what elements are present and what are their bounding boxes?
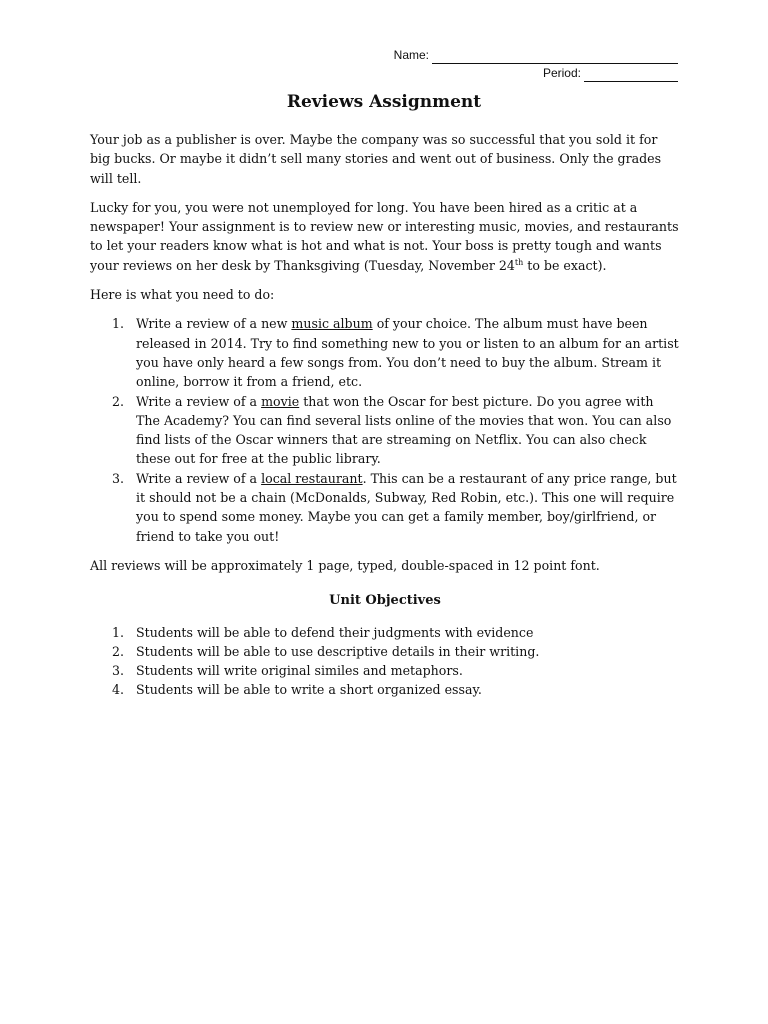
name-blank-line <box>432 50 678 64</box>
intro-paragraph-1: Your job as a publisher is over. Maybe the company was so successful that you sold it for big bucks. Or maybe it didn’t sell many stories and went out of business. Only the grades will tell. <box>90 132 662 186</box>
list-number: 2. <box>112 393 125 409</box>
list-number: 1. <box>112 624 125 640</box>
name-label: Name: <box>393 48 429 62</box>
period-label: Period: <box>542 66 581 80</box>
task-text-end: . This can be a restaurant of any price range, but it should not be a chain (McDonalds, Subway, Red Robin, etc.). This one will require you to spend some money. Maybe you can get a family member, boy/girlfriend, or friend to take you out! <box>136 470 677 544</box>
list-item <box>90 623 680 642</box>
list-number: 4. <box>112 682 125 698</box>
document-title: Reviews Assignment <box>286 92 482 112</box>
list-number: 3. <box>112 470 125 486</box>
list-item <box>90 680 680 699</box>
period-blank-line <box>584 68 678 82</box>
list-number: 2. <box>112 643 125 659</box>
objective-text: Students will be able to defend their judgments with evidence <box>136 624 534 640</box>
objectives-title: Unit Objectives <box>329 593 441 609</box>
objective-text: Students will be able to use descriptive details in their writing. <box>136 643 540 659</box>
task-keyword: music album <box>291 316 373 332</box>
period-row <box>358 64 678 82</box>
task-text-end: of your choice. The album must have been released in 2014. Try to find something new to you or listen to an album for an artist you have only heard a few songs from. You don’t need to buy the album. Stream it online, borrow it from a friend, etc. <box>136 316 679 390</box>
student-info-header <box>358 46 678 82</box>
objective-text: Students will be able to write a short organized essay. <box>136 682 482 698</box>
task-keyword: movie <box>261 393 300 409</box>
task-text-start: Write a review of a <box>136 393 262 409</box>
list-item <box>90 314 680 391</box>
task-list <box>90 314 680 546</box>
list-number: 1. <box>112 316 125 332</box>
task-keyword: local restaurant <box>261 470 363 486</box>
intro-paragraph-2-text: Lucky for you, you were not unemployed for long. You have been hired as a critic at a newspaper! Your assignment is to review new or interesting music, movies, and restaurants to let your readers know what is hot and what is not. Your boss is pretty tough and wants your reviews on her desk by Thanksgiving (Tuesday, November 24 <box>90 199 679 273</box>
task-text-start: Write a review of a new <box>136 316 292 332</box>
ordinal-suffix: th <box>514 257 524 267</box>
list-item <box>90 642 680 661</box>
name-row <box>358 46 678 64</box>
list-item <box>90 392 680 469</box>
objectives-list <box>90 623 680 700</box>
requirements-paragraph: All reviews will be approximately 1 page, typed, double-spaced in 12 point font. <box>90 557 600 573</box>
task-text-start: Write a review of a <box>136 470 262 486</box>
intro-paragraph-2 <box>90 198 680 275</box>
document-body <box>90 130 680 710</box>
task-text-end: that won the Oscar for best picture. Do you agree with The Academy? You can find several lists online of the movies that won. You can also find lists of the Oscar winners that are streaming on Netflix. You can also check these out for free at the public library. <box>136 393 672 467</box>
intro-paragraph-2-end: to be exact). <box>523 257 607 273</box>
intro-paragraph-3: Here is what you need to do: <box>90 287 275 303</box>
list-number: 3. <box>112 663 125 679</box>
objective-text: Students will write original similes and metaphors. <box>136 663 463 679</box>
list-item <box>90 661 680 680</box>
list-item <box>90 469 680 546</box>
